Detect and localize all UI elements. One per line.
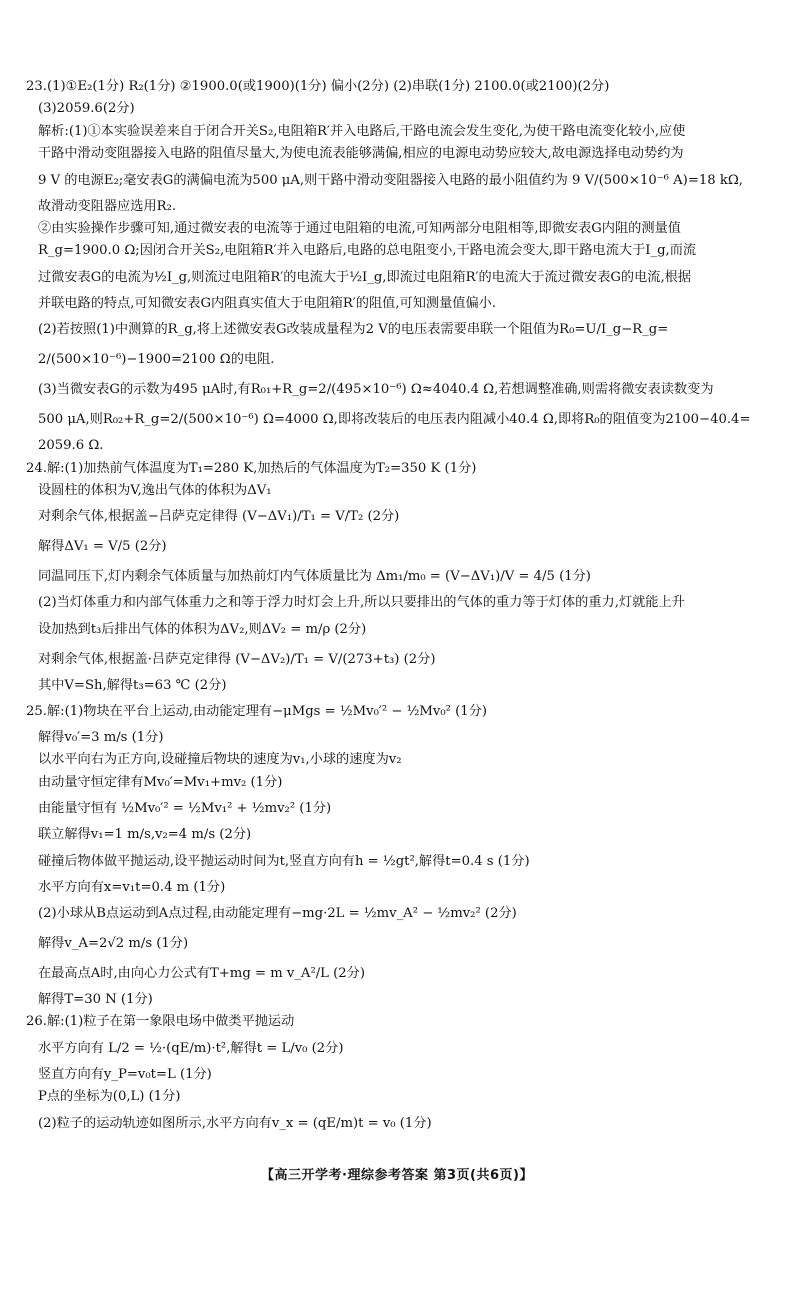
answer-line: 故滑动变阻器应选用R₂. (38, 198, 177, 214)
answer-line: 以水平向右为正方向,设碰撞后物块的速度为v₁,小球的速度为v₂ (38, 752, 402, 768)
answer-line: 干路中滑动变阻器接入电路的阻值尽量大,为使电流表能够满偏,相应的电源电动势应较大,故电源选择电动势约为 (38, 146, 684, 162)
answer-line: (2)当灯体重力和内部气体重力之和等于浮力时灯会上升,所以只要排出的气体的重力等于灯体的重力,灯就能上升 (38, 595, 685, 611)
answer-line: 设圆柱的体积为V,逸出气体的体积为ΔV₁ (38, 482, 272, 498)
answer-line: 解得v₀′=3 m/s (1分) (38, 730, 164, 746)
answer-line: 由能量守恒有 ½Mv₀′² = ½Mv₁² + ½mv₂² (1分) (38, 801, 332, 817)
answer-line: 碰撞后物体做平抛运动,设平抛运动时间为t,竖直方向有h = ½gt²,解得t=0.4 s (1分) (38, 853, 530, 869)
answer-line: 25.解:(1)物块在平台上运动,由动能定理有−μMgs = ½Mv₀′² − ½Mv₀² (1分) (26, 704, 487, 720)
page-footer: 【高三开学考·理综参考答案 第3页(共6页)】 (261, 1168, 533, 1183)
answer-line: 竖直方向有y_P=v₀t=L (1分) (38, 1066, 212, 1082)
answer-line: 设加热到t₃后排出气体的体积为ΔV₂,则ΔV₂ = m/ρ (2分) (38, 621, 367, 637)
answer-body (26, 76, 778, 1139)
answer-line: 同温同压下,灯内剩余气体质量与加热前灯内气体质量比为 Δm₁/m₀ = (V−ΔV₁)/V = 4/5 (1分) (38, 569, 591, 585)
answer-line: (3)2059.6(2分) (38, 101, 135, 117)
answer-line: 24.解:(1)加热前气体温度为T₁=280 K,加热后的气体温度为T₂=350 K (1分) (26, 460, 477, 476)
answer-line: R_g=1900.0 Ω;因闭合开关S₂,电阻箱R′并入电路后,电路的总电阻变小,干路电流会变大,即干路电流大于I_g,而流 (38, 243, 697, 259)
answer-line: 9 V 的电源E₂;毫安表G的满偏电流为500 μA,则干路中滑动变阻器接入电路的最小阻值约为 9 V/(500×10⁻⁶ A)=18 kΩ, (38, 172, 743, 188)
answer-line: 其中V=Sh,解得t₃=63 ℃ (2分) (38, 677, 227, 693)
answer-line: 解析:(1)①本实验误差来自于闭合开关S₂,电阻箱R′并入电路后,干路电流会发生变化,为使干路电流变化较小,应使 (38, 123, 686, 139)
answer-line: P点的坐标为(0,L) (1分) (38, 1089, 181, 1105)
answer-line: 对剩余气体,根据盖−吕萨克定律得 (V−ΔV₁)/T₁ = V/T₂ (2分) (38, 509, 400, 525)
answer-line: 解得v_A=2√2 m/s (1分) (38, 936, 189, 952)
answer-line: 解得ΔV₁ = V/5 (2分) (38, 539, 167, 555)
answer-line: 由动量守恒定律有Mv₀′=Mv₁+mv₂ (1分) (38, 774, 283, 790)
answer-line: 2059.6 Ω. (38, 438, 104, 454)
answer-line: 对剩余气体,根据盖·吕萨克定律得 (V−ΔV₂)/T₁ = V/(273+t₃) (2分) (38, 651, 436, 667)
answer-line: 联立解得v₁=1 m/s,v₂=4 m/s (2分) (38, 827, 252, 843)
answer-line: 水平方向有x=v₁t=0.4 m (1分) (38, 879, 226, 895)
question-23-block (26, 76, 778, 458)
answer-line: (3)当微安表G的示数为495 μA时,有R₀₁+R_g=2/(495×10⁻⁶) Ω≈4040.4 Ω,若想调整准确,则需将微安表读数变为 (38, 382, 714, 398)
answer-line: 解得T=30 N (1分) (38, 992, 153, 1008)
answer-line: (2)若按照(1)中测算的R_g,将上述微安表G改装成量程为2 V的电压表需要串联一个阻值为R₀=U/I_g−R_g= (38, 322, 669, 338)
answer-line: (2)粒子的运动轨迹如图所示,水平方向有v_x = (qE/m)t = v₀ (1分) (38, 1115, 432, 1131)
answer-line: 2/(500×10⁻⁶)−1900=2100 Ω的电阻. (38, 352, 275, 368)
answer-line: 并联电路的特点,可知微安表G内阻真实值大于电阻箱R′的阻值,可知测量值偏小. (38, 295, 497, 311)
question-26-block (26, 1011, 778, 1138)
question-25-block (26, 697, 778, 1011)
answer-line: 水平方向有 L/2 = ½·(qE/m)·t²,解得t = L/v₀ (2分) (38, 1040, 344, 1056)
answer-line: 过微安表G的电流为½I_g,则流过电阻箱R′的电流大于½I_g,即流过电阻箱R′的电流大于流过微安表G的电流,根据 (38, 269, 692, 285)
answer-line: 500 μA,则R₀₂+R_g=2/(500×10⁻⁶) Ω=4000 Ω,即将改装后的电压表内阻减小40.4 Ω,即将R₀的阻值变为2100−40.4= (38, 412, 751, 428)
answer-line: (2)小球从B点运动到A点过程,由动能定理有−mg·2L = ½mv_A² − ½mv₂² (2分) (38, 906, 517, 922)
answer-line: 26.解:(1)粒子在第一象限电场中做类平抛运动 (26, 1014, 295, 1030)
answer-line: ②由实验操作步骤可知,通过微安表的电流等于通过电阻箱的电流,可知两部分电阻相等,即微安表G内阻的测量值 (38, 220, 681, 236)
question-24-block (26, 458, 778, 698)
answer-line: 在最高点A时,由向心力公式有T+mg = m v_A²/L (2分) (38, 966, 366, 982)
answer-line: 23.(1)①E₂(1分) R₂(1分) ②1900.0(或1900)(1分) 偏小(2分) (2)串联(1分) 2100.0(或2100)(2分) (26, 79, 610, 94)
